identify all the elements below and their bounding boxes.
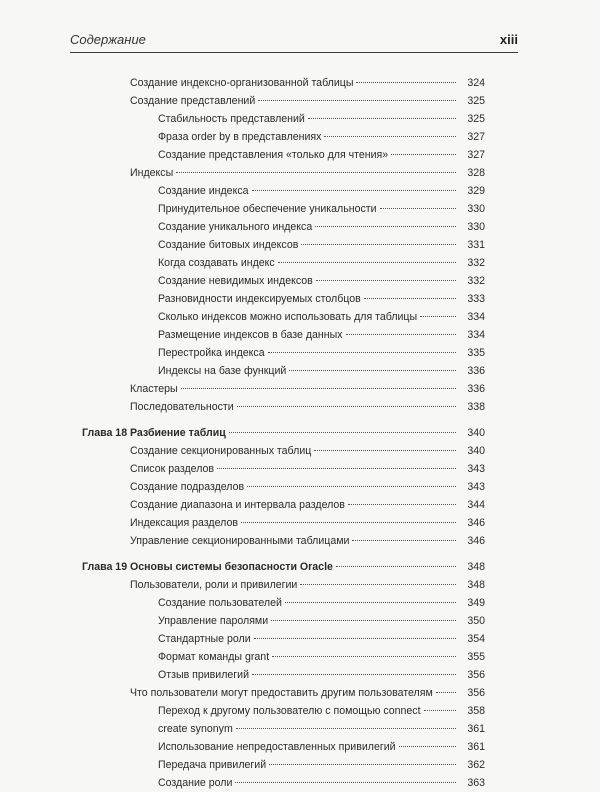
toc-entry-title: Управление паролями bbox=[158, 615, 269, 627]
toc-page-number: 332 bbox=[467, 275, 485, 287]
toc-entry[interactable] bbox=[0, 398, 600, 416]
toc-entry[interactable] bbox=[0, 478, 600, 496]
toc-entry[interactable] bbox=[0, 164, 600, 182]
toc-entry-title: Фраза order by в представлениях bbox=[158, 131, 322, 143]
toc-page-number: 338 bbox=[467, 401, 485, 413]
toc-entry-label-wrap bbox=[130, 558, 460, 576]
toc-entry[interactable] bbox=[0, 146, 600, 164]
toc-entry[interactable] bbox=[0, 110, 600, 128]
leader-dots bbox=[308, 118, 456, 119]
leader-dots bbox=[314, 450, 456, 451]
toc-entry-label-wrap bbox=[158, 648, 460, 666]
toc-entry[interactable] bbox=[0, 532, 600, 550]
toc-page-number: 328 bbox=[467, 167, 485, 179]
toc-entry-title: Создание невидимых индексов bbox=[158, 275, 313, 287]
toc-page-number: 346 bbox=[467, 535, 485, 547]
leader-dots bbox=[272, 656, 456, 657]
toc-entry-title: Последовательности bbox=[130, 401, 234, 413]
toc-page-number: 336 bbox=[467, 383, 485, 395]
toc-chapter-row[interactable] bbox=[0, 558, 600, 576]
toc-chapter-row[interactable] bbox=[0, 424, 600, 442]
toc-page-number: 330 bbox=[467, 221, 485, 233]
toc-entry-title: Создание битовых индексов bbox=[158, 239, 299, 251]
leader-dots bbox=[247, 486, 456, 487]
toc-entry[interactable] bbox=[0, 496, 600, 514]
leader-dots bbox=[176, 172, 456, 173]
toc-entry-label-wrap bbox=[158, 344, 460, 362]
toc-page-number: 335 bbox=[467, 347, 485, 359]
toc-entry-label-wrap bbox=[158, 738, 460, 756]
chapter-label: Глава 19 bbox=[82, 561, 128, 573]
leader-dots bbox=[364, 298, 456, 299]
leader-dots bbox=[181, 388, 456, 389]
toc-entry-title: Использование непредоставленных привилегий bbox=[158, 741, 396, 753]
toc-entry-title: Стабильность представлений bbox=[158, 113, 305, 125]
toc-entry-title: Создание индекса bbox=[158, 185, 249, 197]
toc-entry-label-wrap bbox=[158, 630, 460, 648]
leader-dots bbox=[399, 746, 456, 747]
toc-entry[interactable] bbox=[0, 702, 600, 720]
leader-dots bbox=[316, 280, 456, 281]
toc-page-number: 363 bbox=[467, 777, 485, 789]
toc-entry-label-wrap bbox=[158, 720, 460, 738]
toc-page-number: 355 bbox=[467, 651, 485, 663]
toc-page-number: 336 bbox=[467, 365, 485, 377]
toc-page-number: 361 bbox=[467, 723, 485, 735]
toc-page-number: 354 bbox=[467, 633, 485, 645]
toc-entry-title: create synonym bbox=[158, 723, 233, 735]
toc-entry-label-wrap bbox=[158, 146, 460, 164]
toc-entry[interactable] bbox=[0, 442, 600, 460]
leader-dots bbox=[289, 370, 456, 371]
toc-entry-title: Создание уникального индекса bbox=[158, 221, 313, 233]
toc-page-number: 327 bbox=[467, 149, 485, 161]
leader-dots bbox=[268, 352, 456, 353]
toc-entry-label-wrap bbox=[158, 362, 460, 380]
toc-page-number: 340 bbox=[467, 427, 485, 439]
leader-dots bbox=[258, 100, 456, 101]
chapter-spacer bbox=[0, 416, 600, 424]
toc-entry-label-wrap bbox=[158, 702, 460, 720]
toc-entry[interactable] bbox=[0, 272, 600, 290]
toc-entry-title: Управление секционированными таблицами bbox=[130, 535, 350, 547]
chapter-title: Основы системы безопасности Oracle bbox=[130, 561, 333, 573]
leader-dots bbox=[254, 638, 456, 639]
leader-dots bbox=[380, 208, 456, 209]
toc-page-number: 331 bbox=[467, 239, 485, 251]
toc-entry-label-wrap bbox=[158, 290, 460, 308]
toc-page-number: 348 bbox=[467, 579, 485, 591]
toc-page-number: 350 bbox=[467, 615, 485, 627]
toc-page-number: 340 bbox=[467, 445, 485, 457]
toc-entry[interactable] bbox=[0, 218, 600, 236]
toc-entry-label-wrap bbox=[130, 514, 460, 532]
toc-entry[interactable] bbox=[0, 344, 600, 362]
toc-entry[interactable] bbox=[0, 738, 600, 756]
toc-page-number: 349 bbox=[467, 597, 485, 609]
toc-entry-label-wrap bbox=[158, 594, 460, 612]
toc-entry[interactable] bbox=[0, 648, 600, 666]
toc-entry-label-wrap bbox=[130, 92, 460, 110]
toc-entry[interactable] bbox=[0, 200, 600, 218]
toc-entry-title: Когда создавать индекс bbox=[158, 257, 275, 269]
toc-entry-title: Перестройка индекса bbox=[158, 347, 265, 359]
leader-dots bbox=[217, 468, 456, 469]
toc-entry[interactable] bbox=[0, 308, 600, 326]
toc-entry-label-wrap bbox=[158, 110, 460, 128]
toc-entry-label-wrap bbox=[130, 442, 460, 460]
toc-page-number: 332 bbox=[467, 257, 485, 269]
toc-entry-title: Создание диапазона и интервала разделов bbox=[130, 499, 345, 511]
leader-dots bbox=[252, 190, 456, 191]
toc-entry-title: Переход к другому пользователю с помощью connect bbox=[158, 705, 421, 717]
toc-page-number: 329 bbox=[467, 185, 485, 197]
toc-entry-label-wrap bbox=[130, 496, 460, 514]
leader-dots bbox=[436, 692, 456, 693]
toc-entry-title: Список разделов bbox=[130, 463, 215, 475]
toc-entry-label-wrap bbox=[158, 272, 460, 290]
leader-dots bbox=[271, 620, 456, 621]
toc-page-number: 334 bbox=[467, 311, 485, 323]
toc-entry-label-wrap bbox=[158, 326, 460, 344]
toc-entry[interactable] bbox=[0, 594, 600, 612]
toc-entry-title: Принудительное обеспечение уникальности bbox=[158, 203, 377, 215]
leader-dots bbox=[336, 566, 456, 567]
toc-page-number: 333 bbox=[467, 293, 485, 305]
toc-entry-title: Индексация разделов bbox=[130, 517, 238, 529]
toc-page-number: 348 bbox=[467, 561, 485, 573]
toc-entry[interactable] bbox=[0, 326, 600, 344]
toc-entry-title: Создание подразделов bbox=[130, 481, 245, 493]
toc-entry-label-wrap bbox=[130, 424, 460, 442]
toc-entry-title: Индексы на базе функций bbox=[158, 365, 287, 377]
toc-entry-label-wrap bbox=[130, 576, 460, 594]
toc-entry-title: Сколько индексов можно использовать для таблицы bbox=[158, 311, 418, 323]
chapter-title: Разбиение таблиц bbox=[130, 427, 226, 439]
toc-entry-title: Индексы bbox=[130, 167, 174, 179]
toc-page-number: 362 bbox=[467, 759, 485, 771]
toc-entry[interactable] bbox=[0, 92, 600, 110]
toc-page-number: 343 bbox=[467, 481, 485, 493]
running-header bbox=[70, 30, 518, 53]
toc-entry-label-wrap bbox=[158, 612, 460, 630]
toc-entry[interactable] bbox=[0, 362, 600, 380]
toc-entry-title: Разновидности индексируемых столбцов bbox=[158, 293, 361, 305]
toc-page-number: 346 bbox=[467, 517, 485, 529]
toc-entry-title: Отзыв привилегий bbox=[158, 669, 249, 681]
toc-entry-label-wrap bbox=[130, 74, 460, 92]
toc-entry-label-wrap bbox=[158, 218, 460, 236]
table-of-contents bbox=[0, 74, 600, 792]
toc-entry-title: Формат команды grant bbox=[158, 651, 270, 663]
toc-entry-label-wrap bbox=[158, 308, 460, 326]
toc-entry-title: Создание роли bbox=[158, 777, 233, 789]
toc-page-number: 327 bbox=[467, 131, 485, 143]
toc-page-number: 361 bbox=[467, 741, 485, 753]
toc-entry-label-wrap bbox=[158, 200, 460, 218]
toc-entry-label-wrap bbox=[130, 164, 460, 182]
toc-entry[interactable] bbox=[0, 720, 600, 738]
toc-entry[interactable] bbox=[0, 666, 600, 684]
leader-dots bbox=[301, 244, 456, 245]
toc-entry-label-wrap bbox=[130, 684, 460, 702]
leader-dots bbox=[235, 782, 456, 783]
toc-page-number: 334 bbox=[467, 329, 485, 341]
toc-entry[interactable] bbox=[0, 684, 600, 702]
toc-entry-title: Создание представления «только для чтения» bbox=[158, 149, 389, 161]
toc-entry-label-wrap bbox=[158, 774, 460, 792]
toc-entry-label-wrap bbox=[130, 532, 460, 550]
toc-page-number: 330 bbox=[467, 203, 485, 215]
toc-entry-label-wrap bbox=[130, 478, 460, 496]
leader-dots bbox=[424, 710, 456, 711]
toc-entry-label-wrap bbox=[130, 380, 460, 398]
toc-entry-label-wrap bbox=[158, 236, 460, 254]
leader-dots bbox=[346, 334, 456, 335]
leader-dots bbox=[278, 262, 456, 263]
toc-page-number: 358 bbox=[467, 705, 485, 717]
toc-entry[interactable] bbox=[0, 630, 600, 648]
leader-dots bbox=[236, 728, 456, 729]
toc-entry[interactable] bbox=[0, 576, 600, 594]
toc-entry-title: Стандартные роли bbox=[158, 633, 251, 645]
toc-entry-title: Создание представлений bbox=[130, 95, 256, 107]
toc-entry-title: Размещение индексов в базе данных bbox=[158, 329, 343, 341]
toc-entry-label-wrap bbox=[158, 128, 460, 146]
toc-entry-label-wrap bbox=[158, 182, 460, 200]
header-page-number: xiii bbox=[499, 32, 518, 47]
leader-dots bbox=[241, 522, 456, 523]
leader-dots bbox=[229, 432, 456, 433]
toc-entry-title: Пользователи, роли и привилегии bbox=[130, 579, 298, 591]
leader-dots bbox=[348, 504, 456, 505]
toc-entry[interactable] bbox=[0, 460, 600, 478]
leader-dots bbox=[300, 584, 456, 585]
toc-entry-label-wrap bbox=[158, 666, 460, 684]
leader-dots bbox=[356, 82, 456, 83]
leader-dots bbox=[324, 136, 456, 137]
toc-entry-title: Создание секционированных таблиц bbox=[130, 445, 312, 457]
toc-entry-title: Создание индексно-организованной таблицы bbox=[130, 77, 354, 89]
leader-dots bbox=[391, 154, 456, 155]
toc-page-number: 324 bbox=[467, 77, 485, 89]
leader-dots bbox=[252, 674, 456, 675]
toc-entry-label-wrap bbox=[130, 398, 460, 416]
toc-entry[interactable] bbox=[0, 74, 600, 92]
toc-entry[interactable] bbox=[0, 756, 600, 774]
toc-entry[interactable] bbox=[0, 182, 600, 200]
toc-entry-title: Что пользователи могут предоставить другим пользователям bbox=[130, 687, 433, 699]
toc-entry[interactable] bbox=[0, 774, 600, 792]
toc-entry[interactable] bbox=[0, 380, 600, 398]
toc-page-number: 325 bbox=[467, 113, 485, 125]
toc-entry-label-wrap bbox=[158, 254, 460, 272]
toc-entry-title: Кластеры bbox=[130, 383, 178, 395]
toc-entry-title: Создание пользователей bbox=[158, 597, 282, 609]
toc-entry[interactable] bbox=[0, 514, 600, 532]
chapter-label: Глава 18 bbox=[82, 427, 128, 439]
toc-entry[interactable] bbox=[0, 612, 600, 630]
toc-entry[interactable] bbox=[0, 290, 600, 308]
chapter-spacer bbox=[0, 550, 600, 558]
leader-dots bbox=[285, 602, 456, 603]
toc-page-number: 356 bbox=[467, 669, 485, 681]
toc-entry-label-wrap bbox=[158, 756, 460, 774]
toc-entry[interactable] bbox=[0, 128, 600, 146]
toc-entry[interactable] bbox=[0, 236, 600, 254]
leader-dots bbox=[420, 316, 456, 317]
leader-dots bbox=[237, 406, 456, 407]
leader-dots bbox=[352, 540, 456, 541]
toc-entry-title: Передача привилегий bbox=[158, 759, 267, 771]
header-title: Содержание bbox=[70, 32, 146, 47]
leader-dots bbox=[269, 764, 456, 765]
toc-page-number: 343 bbox=[467, 463, 485, 475]
toc-page-number: 356 bbox=[467, 687, 485, 699]
toc-entry[interactable] bbox=[0, 254, 600, 272]
leader-dots bbox=[315, 226, 456, 227]
toc-page-number: 325 bbox=[467, 95, 485, 107]
toc-page-number: 344 bbox=[467, 499, 485, 511]
toc-entry-label-wrap bbox=[130, 460, 460, 478]
